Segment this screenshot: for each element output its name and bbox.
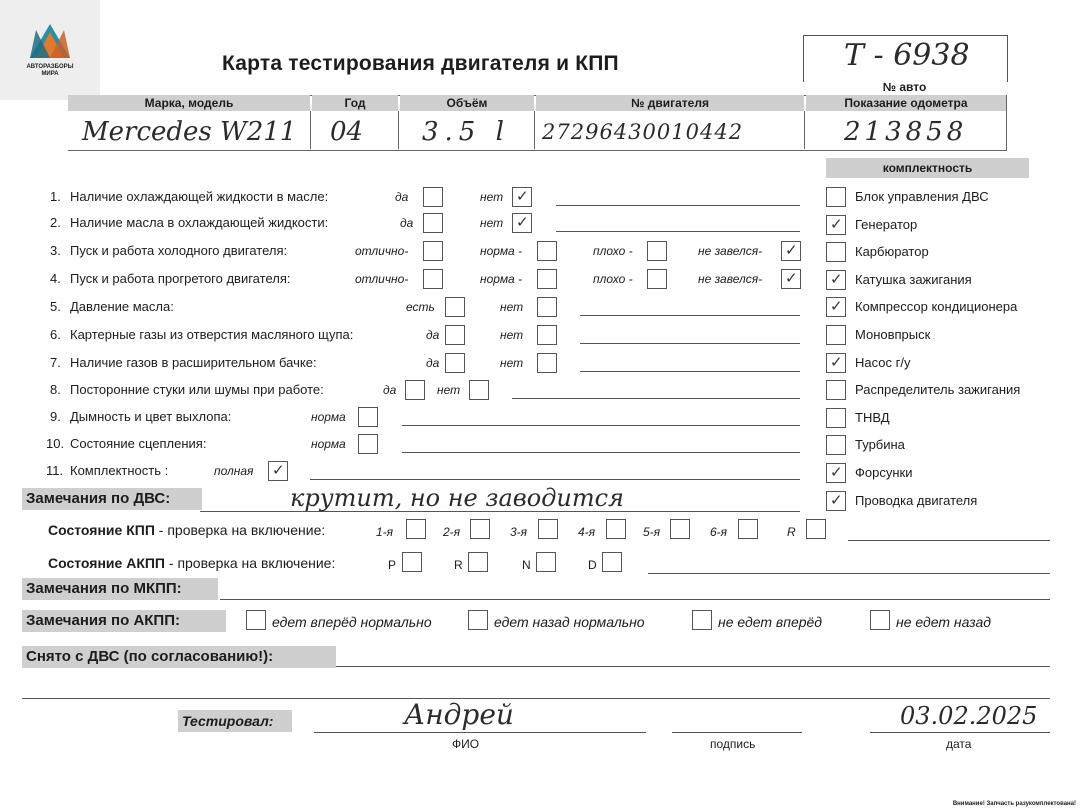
check-number: 7. [50,355,61,370]
option-checkbox[interactable] [423,187,443,207]
check-question: Давление масла: [70,299,174,314]
option-checkbox[interactable] [537,269,557,289]
check-mark-icon: ✓ [830,352,843,371]
mode-checkbox[interactable] [402,552,422,572]
gear-checkbox[interactable] [670,519,690,539]
auto-number-value: T - 6938 [844,38,970,73]
answer-line [402,425,800,426]
check-question: Состояние сцепления: [70,436,207,451]
remarks-engine-value: крутит, но не заводится [290,484,624,512]
completeness-checkbox[interactable] [826,463,846,483]
mode-label: D [588,558,597,572]
completeness-checkbox[interactable] [826,380,846,400]
option-checkbox[interactable] [647,269,667,289]
option-checkbox[interactable] [405,380,425,400]
option-label: плохо - [593,244,633,258]
option-checkbox[interactable] [512,187,532,207]
completeness-checkbox[interactable] [826,325,846,345]
mode-label: N [522,558,531,572]
completeness-label: Форсунки [855,465,913,480]
option-checkbox[interactable] [423,213,443,233]
option-label: норма [311,410,346,424]
mode-label: P [388,558,397,572]
company-logo [0,0,100,100]
option-label: да [383,383,397,397]
option-checkbox[interactable] [445,325,465,345]
option-label: да [426,356,440,370]
check-mark-icon: ✓ [830,463,843,481]
check-number: 3. [50,243,61,258]
option-checkbox[interactable] [423,269,443,289]
akpp-remark-label: едет назад нормально [494,614,645,630]
akpp-remark-label: не едет вперёд [718,614,823,630]
value-year: 04 [330,117,364,147]
option-label: не завелся- [698,244,763,258]
option-checkbox[interactable] [537,325,557,345]
completeness-checkbox[interactable] [826,187,846,207]
completeness-title: комплектность [826,158,1029,178]
option-checkbox[interactable] [781,269,801,289]
gear-label: 1-я [376,525,394,539]
akpp-remark-checkbox[interactable] [468,610,488,630]
mode-checkbox[interactable] [468,552,488,572]
option-checkbox[interactable] [445,297,465,317]
option-checkbox[interactable] [445,353,465,373]
option-label: нет [437,383,461,397]
signature-label: подпись [710,737,756,751]
kpp-label: Состояние КПП - проверка на включение: [48,522,326,538]
option-label: норма - [480,244,523,258]
value-model: Mercedes W211 [82,117,297,147]
option-label: нет [480,190,504,204]
gear-checkbox[interactable] [806,519,826,539]
check-mark-icon: ✓ [272,461,285,479]
option-label: нет [480,216,504,230]
completeness-label: Компрессор кондиционера [855,299,1018,315]
header-odometer: Показание одометра [806,95,1006,111]
check-question: Наличие масла в охлаждающей жидкости: [70,215,329,230]
check-question: Комплектность : [70,463,169,478]
check-number: 6. [50,327,61,342]
option-label: да [395,190,409,204]
check-mark-icon: ✓ [516,213,529,231]
answer-line [512,398,800,399]
option-checkbox[interactable] [423,241,443,261]
completeness-checkbox[interactable] [826,408,846,428]
removed-label: Снято с ДВС (по согласованию!): [22,646,336,668]
akpp-remark-checkbox[interactable] [246,610,266,630]
remarks-engine-label: Замечания по ДВС: [22,488,202,510]
check-number: 9. [50,409,61,424]
completeness-checkbox[interactable] [826,242,846,262]
answer-line [580,343,800,344]
completeness-label: Проводка двигателя [855,492,978,508]
check-number: 4. [50,271,61,286]
completeness-label: Карбюратор [855,244,929,260]
check-number: 2. [50,215,61,230]
completeness-checkbox[interactable] [826,270,846,290]
akpp-label: Состояние АКПП - проверка на включение: [48,555,336,571]
tested-name: Андрей [404,698,514,731]
logo-mountain-icon [28,22,72,62]
tested-label: Тестировал: [178,710,292,732]
completeness-label: Катушка зажигания [855,271,972,287]
value-engine-no: 27296430010442 [542,120,744,144]
date-label: дата [946,737,972,751]
option-checkbox[interactable] [647,241,667,261]
check-question: Наличие газов в расширительном бачке: [70,355,317,370]
mode-checkbox[interactable] [602,552,622,572]
option-label: норма [311,437,346,451]
gear-label: R [787,525,796,539]
option-label: да [426,328,440,342]
logo-line-2: МИРА [41,71,59,77]
value-volume: 3.5 l [422,117,510,147]
completeness-label: ТНВД [855,409,890,425]
option-checkbox[interactable] [781,241,801,261]
completeness-label: Генератор [855,216,918,232]
logo-line-1: АВТОРАЗБОРЫ [26,64,74,70]
gear-checkbox[interactable] [606,519,626,539]
check-number: 5. [50,299,61,314]
option-label: полная [214,464,254,478]
akpp-remark-label: не едет назад [896,614,991,630]
option-checkbox[interactable] [537,297,557,317]
akpp-remark-checkbox[interactable] [692,610,712,630]
check-mark-icon: ✓ [785,269,798,287]
mode-label: R [454,558,463,572]
gear-label: 2-я [443,525,461,539]
gear-label: 6-я [710,525,728,539]
check-mark-icon: ✓ [830,269,843,288]
check-number: 8. [50,382,61,397]
option-label: есть [406,300,435,314]
header-engine-no: № двигателя [536,95,804,111]
option-label: плохо - [593,272,633,286]
page-title: Карта тестирования двигателя и КПП [222,52,619,75]
completeness-label: Блок управления ДВС [855,189,989,204]
option-label: да [400,216,414,230]
gear-checkbox[interactable] [470,519,490,539]
answer-line [580,315,800,316]
check-mark-icon: ✓ [830,490,843,509]
header-volume: Объём [400,95,534,111]
option-label: нет [500,328,524,342]
gear-label: 3-я [510,525,528,539]
check-number: 10. [46,436,65,451]
check-number: 11. [46,463,64,478]
check-question: Дымность и цвет выхлопа: [70,409,232,424]
akpp-remark-label: едет вперёд нормально [272,614,432,630]
answer-line [402,452,800,453]
completeness-checkbox[interactable] [826,435,846,455]
check-number: 1. [50,189,61,204]
option-label: норма - [480,272,523,286]
check-question: Посторонние стуки или шумы при работе: [70,382,324,397]
option-checkbox[interactable] [268,461,288,481]
header-year: Год [312,95,398,111]
completeness-checkbox[interactable] [826,491,846,511]
check-question: Пуск и работа холодного двигателя: [70,243,288,258]
option-label: отлично- [355,272,409,286]
completeness-checkbox[interactable] [826,297,846,317]
check-question: Пуск и работа прогретого двигателя: [70,271,291,286]
answer-line [556,231,800,232]
header-model: Марка, модель [68,95,310,111]
check-mark-icon: ✓ [785,241,798,259]
option-checkbox[interactable] [469,380,489,400]
gear-label: 5-я [643,525,661,539]
completeness-label: Распределитель зажигания [855,382,1021,398]
auto-number-label: № авто [882,80,927,94]
option-checkbox[interactable] [512,213,532,233]
remarks-akpp-label: Замечания по АКПП: [22,610,226,632]
akpp-remark-checkbox[interactable] [870,610,890,630]
option-checkbox[interactable] [537,353,557,373]
remarks-mkpp-label: Замечания по МКПП: [22,578,218,600]
check-question: Картерные газы из отверстия масляного щупа: [70,327,354,342]
answer-line [580,371,800,372]
value-odometer: 213858 [844,117,968,147]
completeness-label: Моновпрыск [855,327,931,342]
option-label: отлично- [355,244,409,258]
footer-warning: Внимание! Запчасть разукомплектована! [952,801,1076,807]
answer-line [556,205,800,206]
fio-label: ФИО [452,737,480,751]
test-date: 03.02.2025 [900,702,1038,730]
answer-line [310,479,800,480]
option-checkbox[interactable] [537,241,557,261]
check-question: Наличие охлаждающей жидкости в масле: [70,189,329,204]
gear-checkbox[interactable] [738,519,758,539]
check-mark-icon: ✓ [830,214,843,233]
completeness-label: Турбина [855,437,905,453]
option-checkbox[interactable] [358,407,378,427]
completeness-checkbox[interactable] [826,215,846,235]
option-label: нет [500,356,524,370]
auto-number-box [803,35,1008,82]
gear-label: 4-я [578,525,596,539]
gear-checkbox[interactable] [406,519,426,539]
check-mark-icon: ✓ [830,297,843,316]
option-checkbox[interactable] [358,434,378,454]
completeness-label: Насос г/у [855,354,911,370]
check-mark-icon: ✓ [516,187,529,205]
option-label: не завелся- [698,272,763,286]
option-label: нет [500,300,524,314]
completeness-checkbox[interactable] [826,353,846,373]
mode-checkbox[interactable] [536,552,556,572]
gear-checkbox[interactable] [538,519,558,539]
